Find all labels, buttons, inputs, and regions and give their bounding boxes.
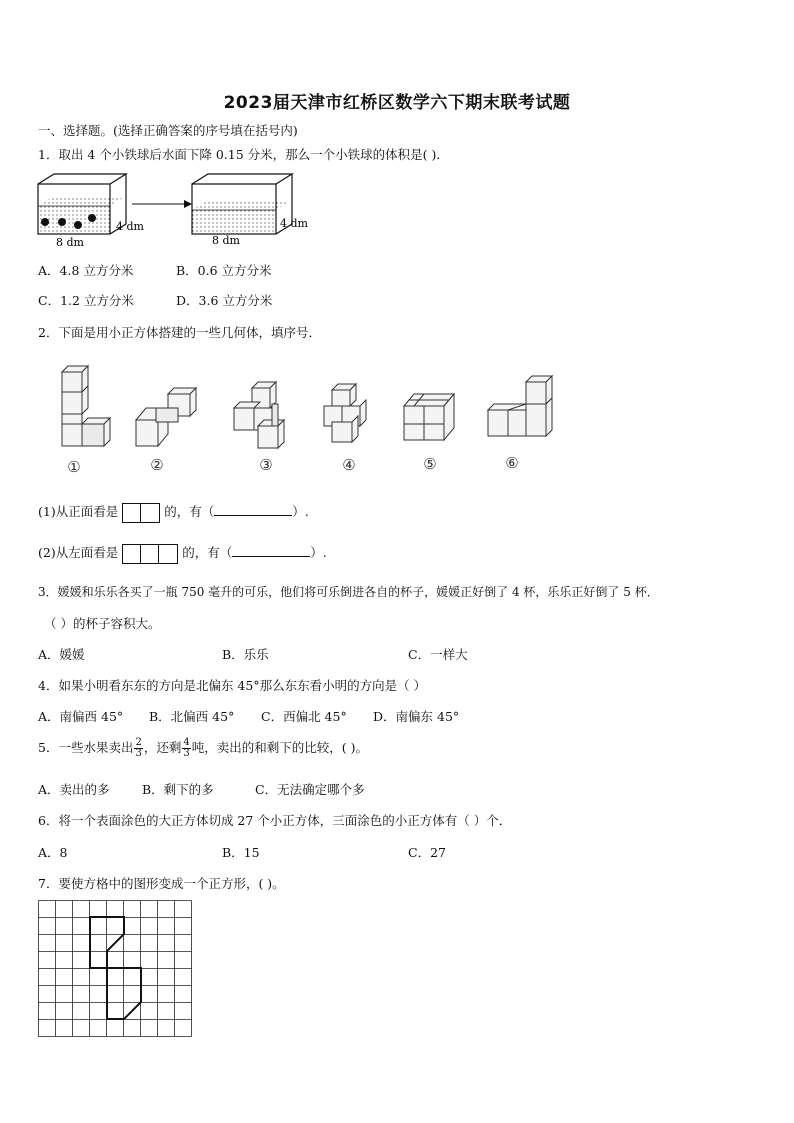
figure-2 (136, 388, 196, 446)
q5-stem (38, 738, 368, 759)
page-title: 2023届天津市红桥区数学六下期末联考试题 (223, 93, 571, 113)
q3-stem-2: （ ）的杯子容积大。 (44, 616, 161, 631)
q7-grid-figure (38, 900, 194, 1038)
q1-option-a[interactable]: A．4.8 立方分米 (38, 263, 134, 278)
q5-option-a[interactable]: A．卖出的多 (38, 782, 110, 797)
q1-dim-height-2: 4 dm (280, 217, 308, 230)
iron-ball (58, 218, 66, 226)
figure-1 (62, 366, 110, 446)
q1-stem: 1．取出 4 个小铁球后水面下降 0.15 分米，那么一个小铁球的体积是( )． (38, 147, 449, 162)
q1-dim-height: 4 dm (116, 220, 144, 233)
q3-option-b[interactable]: B．乐乐 (222, 647, 269, 662)
left-view-boxes (122, 544, 178, 564)
q2-sub1-prefix: (1)从正面看是 (38, 504, 119, 519)
q5-stem-b: ，还剩 (143, 740, 182, 755)
q7-stem: 7．要使方格中的图形变成一个正方形，( )。 (38, 876, 285, 891)
q2-sub2 (38, 543, 327, 564)
tank-after (192, 174, 309, 247)
q5-stem-a: 5．一些水果卖出 (38, 740, 134, 755)
q6-option-b[interactable]: B．15 (222, 845, 260, 860)
q6-option-c[interactable]: C．27 (408, 845, 446, 860)
q2-cube-figures (36, 360, 556, 478)
fraction-sold: $\frac{2}{3}$ (135, 737, 142, 759)
q1-tank-diagram (36, 170, 316, 250)
water-fill (38, 206, 110, 234)
q2-sub2-end: ）. (310, 545, 327, 560)
section-heading: 一、选择题。(选择正确答案的序号填在括号内) (38, 123, 298, 138)
figure-label-5: ⑤ (423, 455, 437, 473)
figure-6 (488, 376, 552, 436)
q2-sub1 (38, 502, 309, 523)
q6-option-a[interactable]: A．8 (38, 845, 68, 860)
q4-option-b[interactable]: B．北偏西 45° (149, 709, 235, 724)
q3-option-a[interactable]: A．媛媛 (38, 647, 85, 662)
q4-option-d[interactable]: D．南偏东 45° (373, 709, 460, 724)
q5-option-c[interactable]: C．无法确定哪个多 (255, 782, 365, 797)
q2-sub2-prefix: (2)从左面看是 (38, 545, 119, 560)
q2-sub1-blank[interactable] (214, 504, 292, 516)
q1-dim-width: 8 dm (56, 236, 84, 249)
q1-option-b[interactable]: B．0.6 立方分米 (176, 263, 272, 278)
q4-option-c[interactable]: C．西偏北 45° (261, 709, 347, 724)
q4-stem: 4．如果小明看东东的方向是北偏东 45°那么东东看小明的方向是（ ） (38, 678, 427, 693)
target-shape (90, 917, 141, 1019)
q3-option-c[interactable]: C．一样大 (408, 647, 468, 662)
q2-sub2-blank[interactable] (232, 545, 310, 557)
figure-label-4: ④ (342, 456, 356, 474)
iron-ball (88, 214, 96, 222)
figure-4 (324, 384, 366, 442)
tank-before (38, 174, 145, 249)
q3-stem: 3．媛媛和乐乐各买了一瓶 750 毫升的可乐，他们将可乐倒进各自的杯子，媛媛正好倒了 4 杯，乐乐正好倒了 5 杯． (38, 585, 659, 599)
front-view-boxes (122, 503, 160, 523)
q6-stem: 6．将一个表面涂色的大正方体切成 27 个小正方体，三面涂色的小正方体有（ ）个． (38, 813, 512, 828)
figure-label-2: ② (150, 456, 164, 474)
iron-ball (41, 218, 49, 226)
q5-stem-c: 吨，卖出的和剩下的比较，( )。 (191, 740, 368, 755)
figure-3 (234, 382, 284, 448)
q1-option-c[interactable]: C．1.2 立方分米 (38, 293, 134, 308)
figure-label-3: ③ (259, 456, 273, 474)
q2-sub2-suffix: 的，有（ (182, 545, 233, 560)
fraction-remaining: $\frac{4}{3}$ (183, 737, 190, 759)
q1-option-d[interactable]: D．3.6 立方分米 (176, 293, 273, 308)
figure-label-1: ① (67, 458, 81, 476)
q5-option-b[interactable]: B．剩下的多 (142, 782, 214, 797)
iron-ball (74, 221, 82, 229)
figure-5 (404, 394, 454, 440)
q2-stem: 2．下面是用小正方体搭建的一些几何体，填序号． (38, 325, 321, 340)
q2-sub1-suffix: 的，有（ (164, 504, 215, 519)
q1-dim-width-2: 8 dm (212, 234, 240, 247)
q2-sub1-end: ）. (292, 504, 309, 519)
q4-option-a[interactable]: A．南偏西 45° (38, 709, 124, 724)
figure-label-6: ⑥ (505, 454, 519, 472)
